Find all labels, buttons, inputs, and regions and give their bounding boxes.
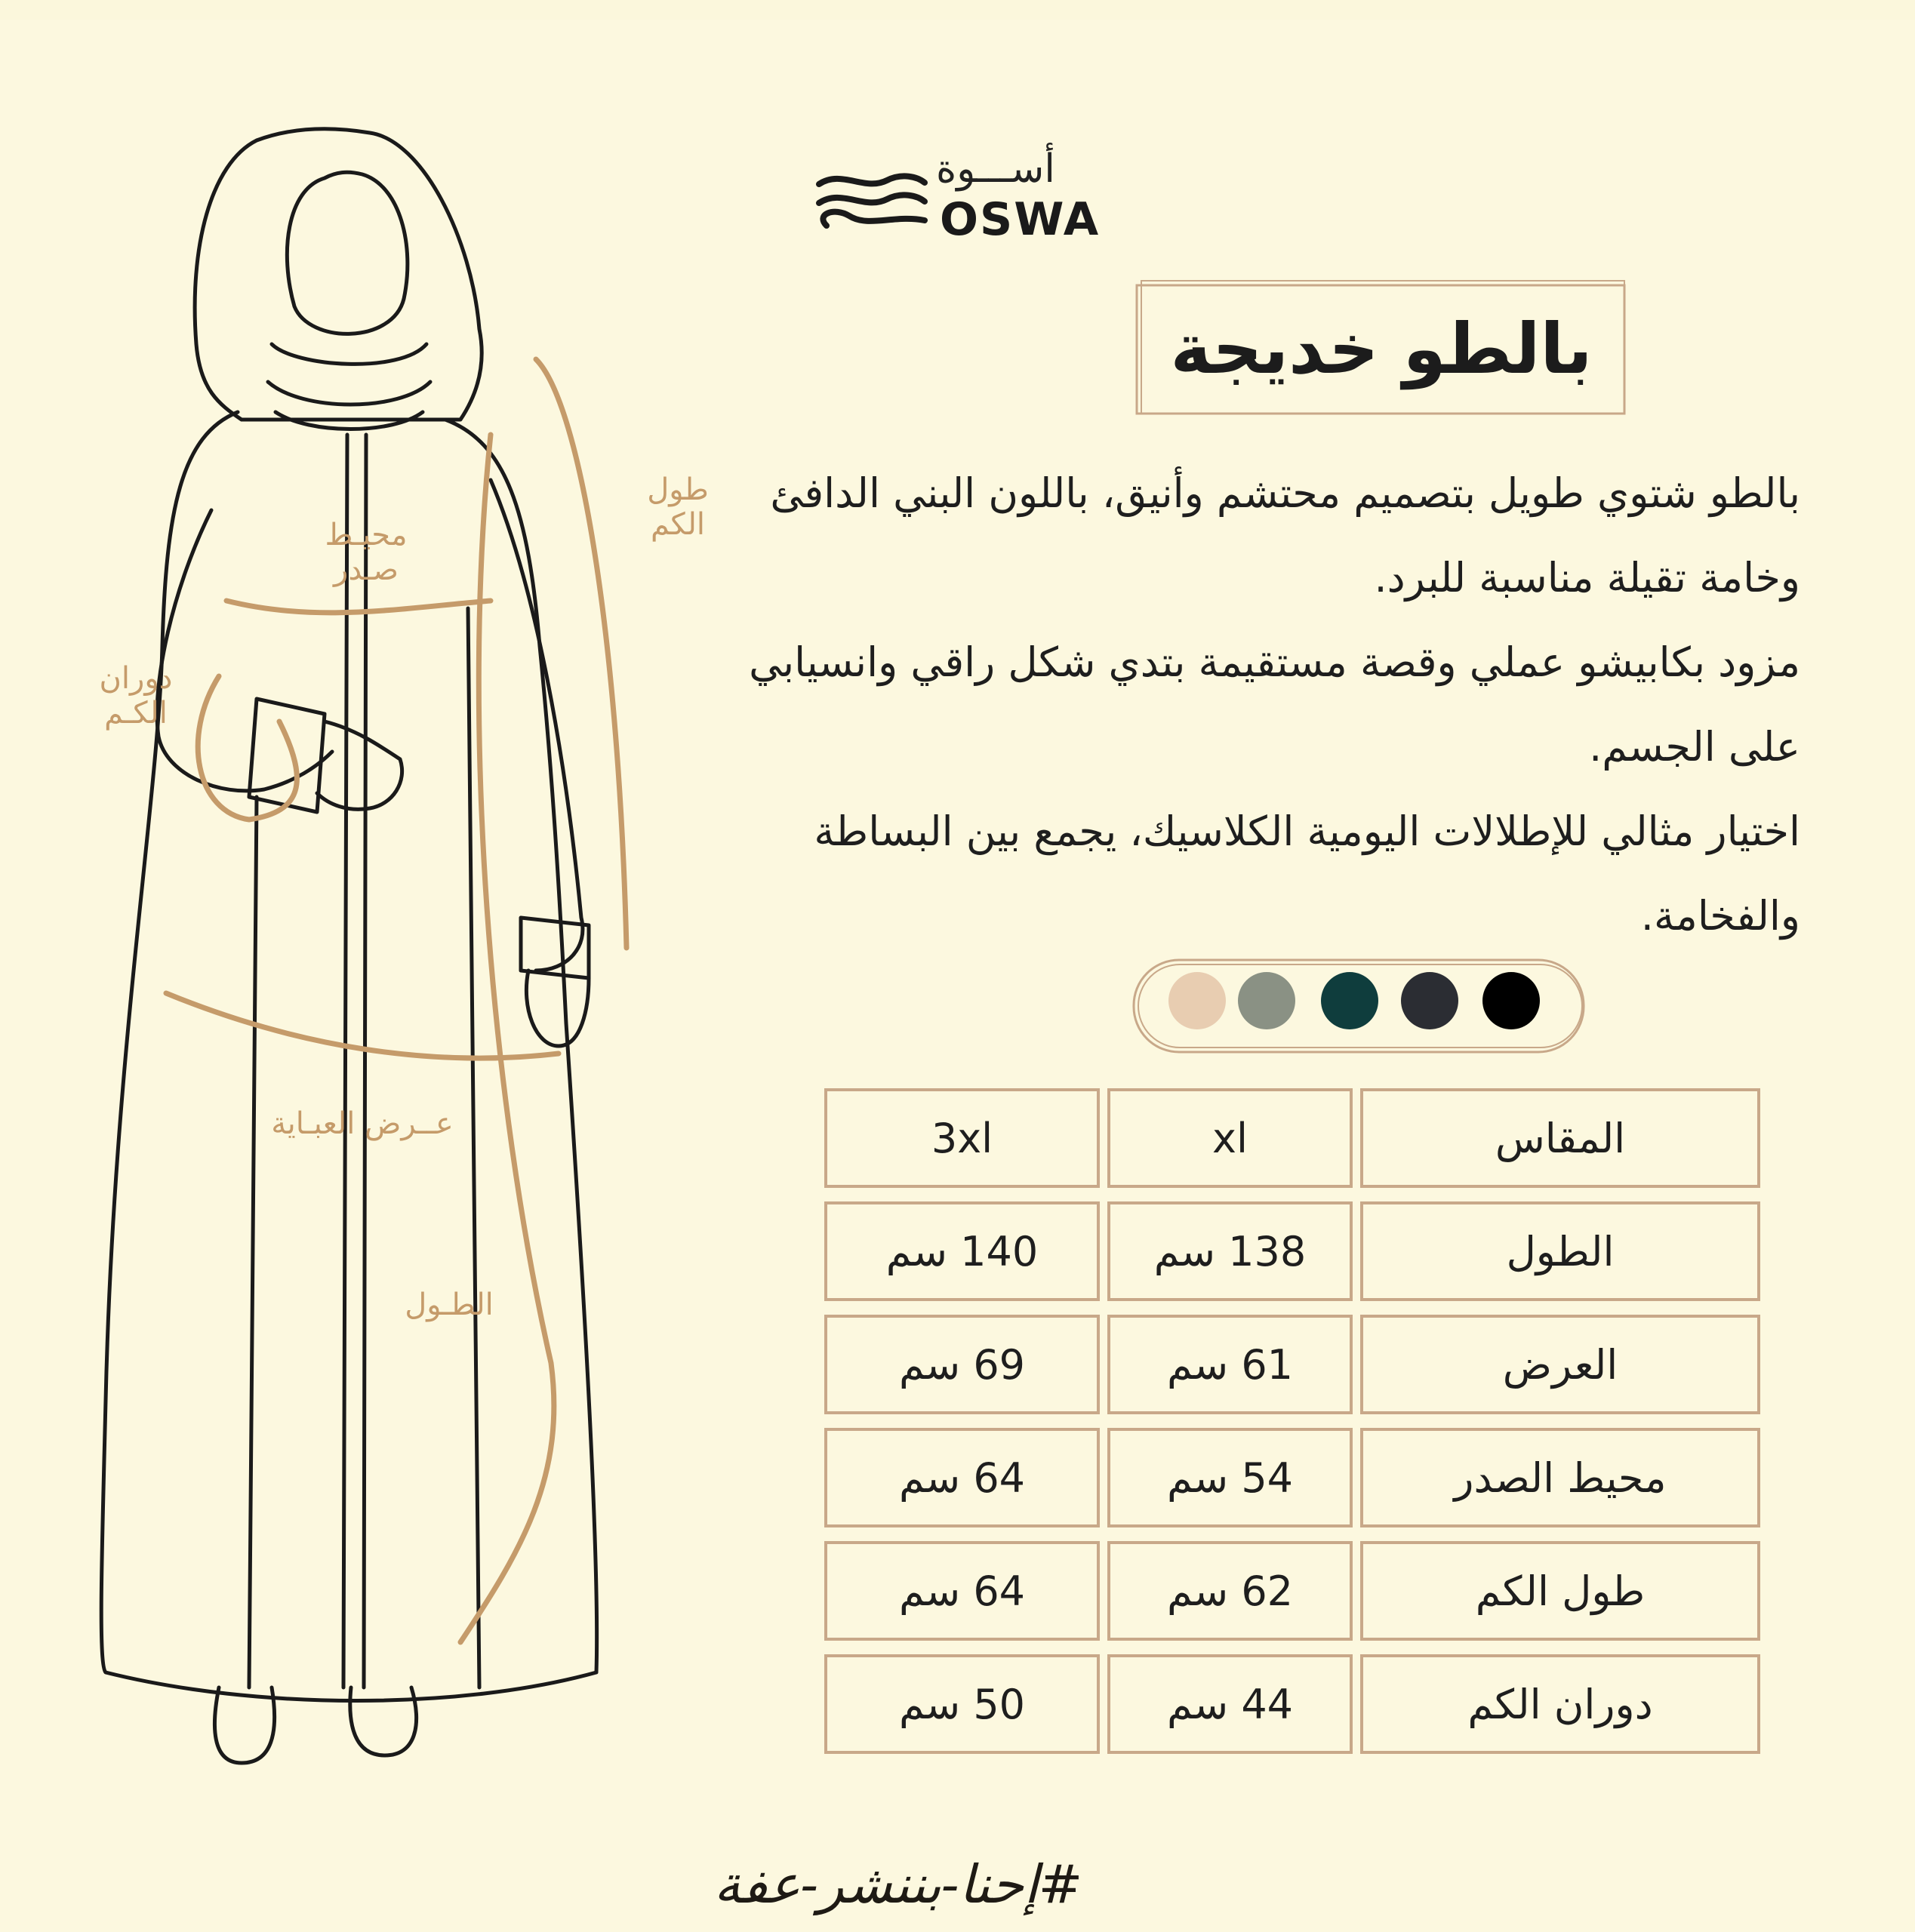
scarf-lines bbox=[268, 344, 430, 429]
row-value-3xl: 69 سم bbox=[824, 1315, 1100, 1414]
row-value-xl: 44 سم bbox=[1107, 1654, 1353, 1754]
row-value-3xl: 50 سم bbox=[824, 1654, 1100, 1754]
color-swatch-sage[interactable] bbox=[1238, 972, 1295, 1029]
sleeve-circumference-arrow bbox=[198, 676, 297, 820]
right-arm bbox=[491, 480, 583, 971]
table-row bbox=[824, 1541, 1760, 1641]
row-value-xl: 61 سم bbox=[1107, 1315, 1353, 1414]
right-foot bbox=[350, 1687, 417, 1755]
product-description bbox=[728, 451, 1800, 958]
label-chest: محيـط صـدر bbox=[325, 518, 408, 587]
description-paragraph: اختيار مثالي للإطلالات اليومية الكلاسيك، يجمع بين البساطة والفخامة. bbox=[814, 808, 1800, 940]
right-hand bbox=[526, 971, 589, 1046]
table-header-row bbox=[824, 1088, 1760, 1188]
color-swatch-teal[interactable] bbox=[1321, 972, 1378, 1029]
row-value-3xl: 64 سم bbox=[824, 1428, 1100, 1527]
table-row bbox=[824, 1654, 1760, 1754]
row-label: محيط الصدر bbox=[1360, 1428, 1760, 1527]
row-label: الطول bbox=[1360, 1201, 1760, 1301]
label-width: عــرض العبـاية bbox=[271, 1106, 454, 1141]
front-panel-line bbox=[249, 797, 257, 1687]
color-swatch-black[interactable] bbox=[1482, 972, 1540, 1029]
chest-arrow bbox=[226, 601, 491, 613]
header-cell-xl: xl bbox=[1107, 1088, 1353, 1188]
logo-english: OSWA bbox=[940, 193, 1101, 246]
title-frame bbox=[1134, 278, 1629, 420]
row-label: العرض bbox=[1360, 1315, 1760, 1414]
table-row bbox=[824, 1201, 1760, 1301]
description-paragraph: بالطو شتوي طويل بتصميم محتشم وأنيق، باللون البني الدافئ وخامة تقيلة مناسبة للبرد. bbox=[770, 469, 1800, 601]
row-value-3xl: 140 سم bbox=[824, 1201, 1100, 1301]
abaya-figure-illustration bbox=[68, 118, 642, 1801]
product-title: بالطو خديجة bbox=[1170, 308, 1593, 389]
logo-arabic: أســـوة bbox=[936, 146, 1055, 192]
color-swatch-charcoal[interactable] bbox=[1401, 972, 1458, 1029]
row-value-xl: 62 سم bbox=[1107, 1541, 1353, 1641]
header-cell-label: المقاس bbox=[1360, 1088, 1760, 1188]
header-cell-3xl: 3xl bbox=[824, 1088, 1100, 1188]
label-length: الطـول bbox=[405, 1287, 494, 1322]
left-hand bbox=[317, 721, 402, 809]
face-outline bbox=[287, 172, 408, 334]
product-sheet bbox=[0, 20, 1915, 1932]
description-paragraph: مزود بكابيشو عملي وقصة مستقيمة بتدي شكل راقي وانسيابي على الجسم. bbox=[749, 638, 1800, 771]
row-value-3xl: 64 سم bbox=[824, 1541, 1100, 1641]
row-value-xl: 54 سم bbox=[1107, 1428, 1353, 1527]
campaign-hashtag: #إحنا-بننشر-عفة bbox=[713, 1854, 1083, 1915]
label-sleeve-length: طول الكم bbox=[647, 472, 709, 542]
brand-logo bbox=[811, 146, 1101, 252]
sleeve-length-arrow bbox=[536, 359, 627, 948]
wave-lines-icon bbox=[811, 162, 932, 245]
table-row bbox=[824, 1315, 1760, 1414]
left-cuff bbox=[249, 699, 325, 812]
row-label: طول الكم bbox=[1360, 1541, 1760, 1641]
row-label: دوران الكم bbox=[1360, 1654, 1760, 1754]
front-opening-right bbox=[364, 435, 366, 1687]
label-sleeve-circumference: دوران الكـم bbox=[99, 661, 173, 731]
color-swatch-beige[interactable] bbox=[1168, 972, 1226, 1029]
row-value-xl: 138 سم bbox=[1107, 1201, 1353, 1301]
table-row bbox=[824, 1428, 1760, 1527]
front-opening-left bbox=[343, 435, 347, 1687]
